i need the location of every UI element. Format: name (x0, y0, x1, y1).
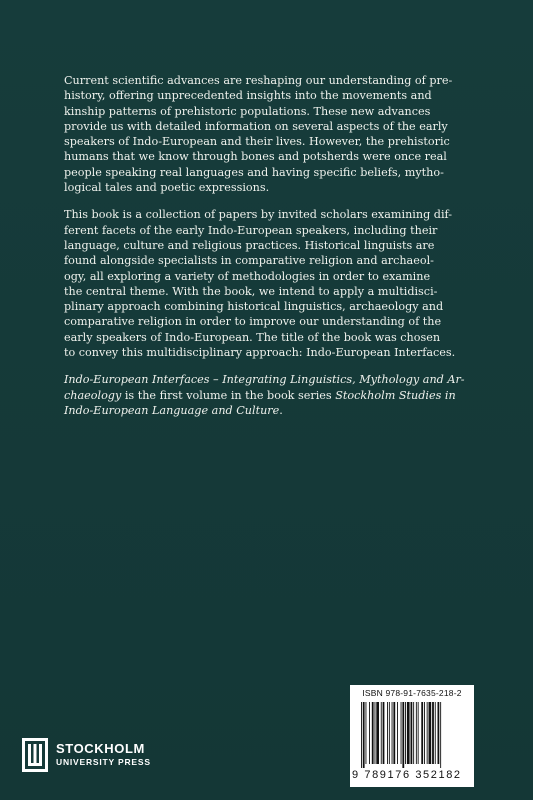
p2-line: This book is a collection of papers by invited scholars examining dif- (64, 208, 453, 222)
p2-line: comparative religion in order to improve our understanding of the (64, 315, 442, 329)
p2-line: found alongside specialists in comparative religion and archaeol- (64, 254, 434, 268)
p3-line-3 (64, 403, 472, 418)
series-title-italic: Stockholm Studies in (335, 388, 456, 402)
p1-line: speakers of Indo-European and their lives. However, the prehistoric (64, 135, 450, 149)
book-title-italic: Indo-European Interfaces – Integrating Linguistics, Mythology and Ar- (64, 373, 465, 387)
barcode-digits: 9 789176 352182 (352, 769, 462, 781)
barcode (360, 702, 470, 768)
stockholm-university-press-logo-icon (22, 738, 48, 772)
publisher-logo (22, 737, 151, 773)
p2-line: ogy, all exploring a variety of methodologies in order to examine (64, 269, 431, 283)
p1-line: Current scientific advances are reshaping our understanding of pre- (64, 74, 453, 87)
publisher-name (56, 740, 151, 768)
p1-line: kinship patterns of prehistoric populations. These new advances (64, 104, 431, 118)
paragraph-2 (64, 207, 472, 360)
book-title-italic: chaeology (64, 388, 122, 402)
isbn-barcode-panel (350, 685, 474, 787)
p3-text: . (279, 403, 283, 417)
p2-line: the central theme. With the book, we intend to apply a multidisci- (64, 284, 438, 298)
p2-line: ferent facets of the early Indo-European speakers, including their (64, 223, 438, 237)
series-title-italic: Indo-European Language and Culture (64, 403, 280, 417)
p2-line: plinary approach combining historical linguistics, archaeology and (64, 300, 444, 314)
p2-line: early speakers of Indo-European. The title of the book was chosen (64, 330, 441, 344)
paragraph-1 (64, 73, 472, 195)
p2-line: to convey this multidisciplinary approach: Indo-European Interfaces. (64, 346, 456, 360)
p3-text: is the first volume in the book series (121, 388, 336, 402)
p1-line: logical tales and poetic expressions. (64, 181, 270, 195)
p1-line: history, offering unprecedented insights into the movements and (64, 89, 432, 103)
p1-line: provide us with detailed information on several aspects of the early (64, 119, 448, 133)
p1-line: people speaking real languages and having specific beliefs, mytho- (64, 165, 444, 179)
isbn-label: ISBN 978-91-7635-218-2 (362, 688, 462, 698)
publisher-name-line-2: UNIVERSITY PRESS (56, 756, 151, 767)
paragraph-3 (64, 372, 472, 418)
publisher-name-line-1: STOCKHOLM (56, 740, 145, 756)
p2-line: language, culture and religious practices. Historical linguists are (64, 238, 435, 252)
blurb-text (64, 73, 472, 430)
p3-line-1 (64, 372, 472, 387)
p1-line: humans that we know through bones and potsherds were once real (64, 150, 447, 164)
p3-line-2 (64, 388, 472, 403)
